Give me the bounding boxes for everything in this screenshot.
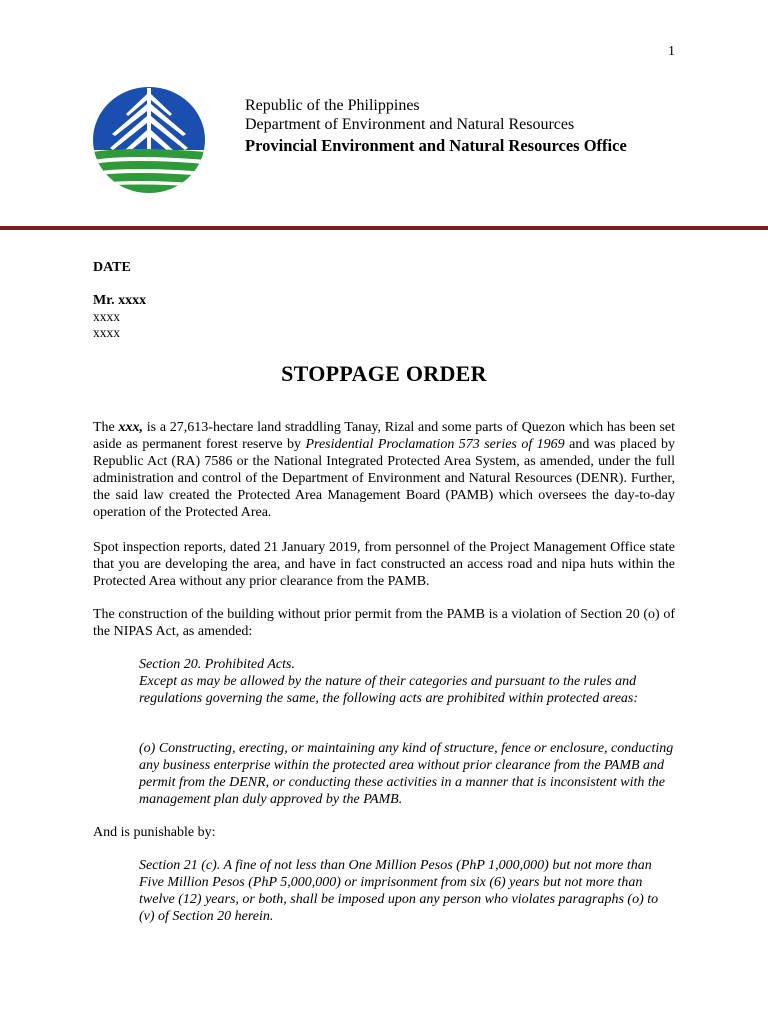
date-label: DATE <box>93 260 131 275</box>
header-divider <box>0 226 768 230</box>
paragraph-inspection-text: Spot inspection reports, dated 21 January 2019, from personnel of the Project Management Office state that you are developing the area, and have in fact constructed an access road and nipa huts within the Protected Area without any prior clearance from the PAMB. <box>93 540 675 589</box>
quote-section-20-text: Except as may be allowed by the nature of their categories and pursuant to the rules and regulations governing the same, the following acts are prohibited within protected areas: <box>139 674 639 706</box>
p1-post: and was placed by Republic Act (RA) 7586 or the National Integrated Protected Area System, as amended, under the full administration and control of the Department of Environment and Natural Resources (DENR). Further, the said law created the Protected Area Management Board (PAMB) which oversees the day-to-day operation of the Protected Area. <box>93 437 675 520</box>
quote-section-20 <box>139 656 676 707</box>
paragraph-punishable-text: And is punishable by: <box>93 825 216 840</box>
p1-mid: is a 27,613-hectare land straddling Tanay, Rizal and some parts of Quezon which has been set aside as permanent forest reserve by <box>93 420 676 452</box>
paragraph-violation <box>93 606 675 640</box>
quote-section-21-text: Section 21 (c). A fine of not less than One Million Pesos (PhP 1,000,000) but not more than Five Million Pesos (PhP 5,000,000) or imprisonment from six (6) years but not more than twelve (12) years, or both, shall be imposed upon any person who violates paragraphs (o) to (v) of Section 20 herein. <box>139 858 659 924</box>
addressee-line: xxxx <box>93 325 120 340</box>
addressee-name: Mr. xxxx <box>93 293 147 308</box>
quote-section-20-o-text: (o) Constructing, erecting, or maintaining any kind of structure, fence or enclosure, conducting any business enterprise within the protected area without prior clearance from the PAMB and permit from the DENR, or conducting these activities in a manner that is inconsistent with the management plan duly approved by the PAMB. <box>139 741 674 807</box>
p1-pre: The <box>93 420 119 435</box>
document-title: STOPPAGE ORDER <box>281 361 487 386</box>
p1-protected-area-name: xxx, <box>118 420 144 435</box>
letterhead <box>245 96 627 155</box>
denr-logo <box>92 86 206 194</box>
paragraph-violation-text: The construction of the building without prior permit from the PAMB is a violation of Section 20 (o) of the NIPAS Act, as amended: <box>93 607 675 639</box>
paragraph-inspection <box>93 539 675 590</box>
letterhead-department: Department of Environment and Natural Resources <box>245 116 575 133</box>
quote-section-21 <box>139 857 676 925</box>
letterhead-office: Provincial Environment and Natural Resources Office <box>245 136 627 155</box>
paragraph-background <box>93 419 675 521</box>
page-number: 1 <box>668 44 675 59</box>
quote-section-20-o <box>139 740 676 808</box>
paragraph-punishable <box>93 824 675 841</box>
letterhead-republic: Republic of the Philippines <box>245 97 420 114</box>
addressee-block <box>93 293 146 341</box>
addressee-line: xxxx <box>93 309 120 324</box>
quote-section-20-heading: Section 20. Prohibited Acts. <box>139 657 295 672</box>
p1-proclamation: Presidential Proclamation 573 series of 1969 <box>305 437 565 452</box>
logo-land-stripe <box>92 185 206 195</box>
